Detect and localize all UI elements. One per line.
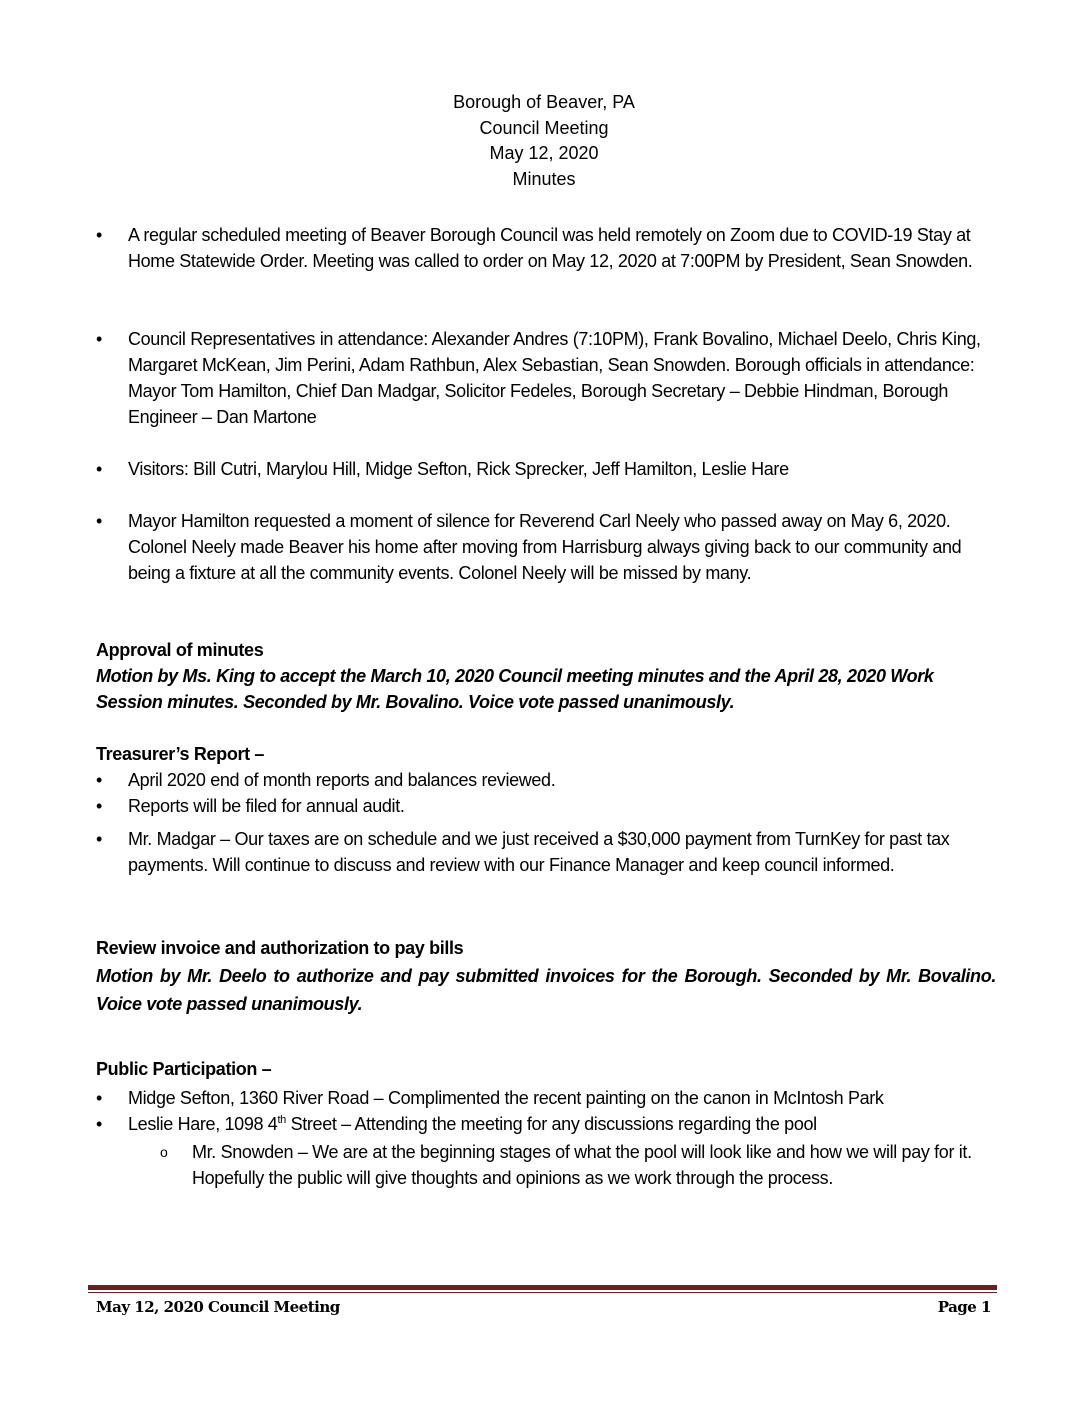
public-item: • Leslie Hare, 1098 4th Street – Attending the meeting for any discussions regarding the pool [96,1111,996,1137]
treasurer-item: • Reports will be filed for annual audit. [96,793,996,819]
public-item: • Midge Sefton, 1360 River Road – Complimented the recent painting on the canon in McIntosh Park [96,1085,996,1111]
bullet-icon: • [96,459,102,479]
circle-bullet-icon: o [160,1144,168,1160]
heading-public-participation: Public Participation – [96,1059,272,1079]
treasurer-item: • April 2020 end of month reports and balances reviewed. [96,767,996,793]
page-footer [96,1298,991,1316]
heading-review-invoices: Review invoice and authorization to pay bills [96,938,464,958]
public-sub-item: o Mr. Snowden – We are at the beginning stages of what the pool will look like and how we will pay for it. Hopefully the public will give thoughts and opinions as we work through the process. [160,1139,1000,1191]
bullet-icon: • [96,829,102,849]
bullet-icon: • [96,329,102,349]
bullet-icon: • [96,1114,102,1134]
bullet-attendance: • Council Representatives in attendance: Alexander Andres (7:10PM), Frank Bovalino, Michael Deelo, Chris King, Margaret McKean, Jim Perini, Adam Rathbun, Alex Sebastian, Sean Snowden. Borough officials in attendance: Mayor Tom Hamilton, Chief Dan Madgar, Solicitor Fedeles, Borough Secretary – Debbie Hindman, Borough Engineer – Dan Martone [96,326,996,430]
title-borough: Borough of Beaver, PA [453,92,635,112]
heading-treasurers-report: Treasurer’s Report – [96,744,265,764]
treasurer-item: • Mr. Madgar – Our taxes are on schedule and we just received a $30,000 payment from TurnKey for past tax payments. Will continue to discuss and review with our Finance Manager and keep council informed. [96,826,996,878]
title-meeting: Council Meeting [479,117,609,138]
bullet-icon: • [96,511,102,531]
motion-pay-bills: Motion by Mr. Deelo to authorize and pay submitted invoices for the Borough. Seconded by Mr. Bovalino. Voice vote passed unanimously. [96,966,996,1014]
motion-approval-of-minutes: Motion by Ms. King to accept the March 10, 2020 Council meeting minutes and the April 28, 2020 Work Session minutes. Seconded by Mr. Bovalino. Voice vote passed unanimously. [96,666,934,712]
bullet-moment-of-silence: • Mayor Hamilton requested a moment of silence for Reverend Carl Neely who passed away on May 6, 2020. Colonel Neely made Beaver his home after moving from Harrisburg always giving back to our community and being a fixture at all the community events. Colonel Neely will be missed by many. [96,508,996,586]
bullet-icon: • [96,796,102,816]
bullet-call-to-order: • A regular scheduled meeting of Beaver Borough Council was held remotely on Zoom due to COVID-19 Stay at Home Statewide Order. Meeting was called to order on May 12, 2020 at 7:00PM by President, Sean Snowden. [96,222,996,274]
title-date: May 12, 2020 [489,143,599,163]
bullet-icon: • [96,1088,102,1108]
document-title [0,90,1088,192]
footer-page-number: Page 1 [937,1298,991,1316]
title-minutes: Minutes [512,168,576,189]
bullet-icon: • [96,770,102,790]
footer-rule [88,1285,997,1290]
heading-approval-of-minutes: Approval of minutes [96,640,264,660]
footer-meeting-label: May 12, 2020 Council Meeting [96,1298,340,1316]
footer-rule-thin [88,1292,997,1293]
bullet-visitors: • Visitors: Bill Cutri, Marylou Hill, Midge Sefton, Rick Sprecker, Jeff Hamilton, Leslie Hare [96,456,996,482]
bullet-icon: • [96,225,102,245]
